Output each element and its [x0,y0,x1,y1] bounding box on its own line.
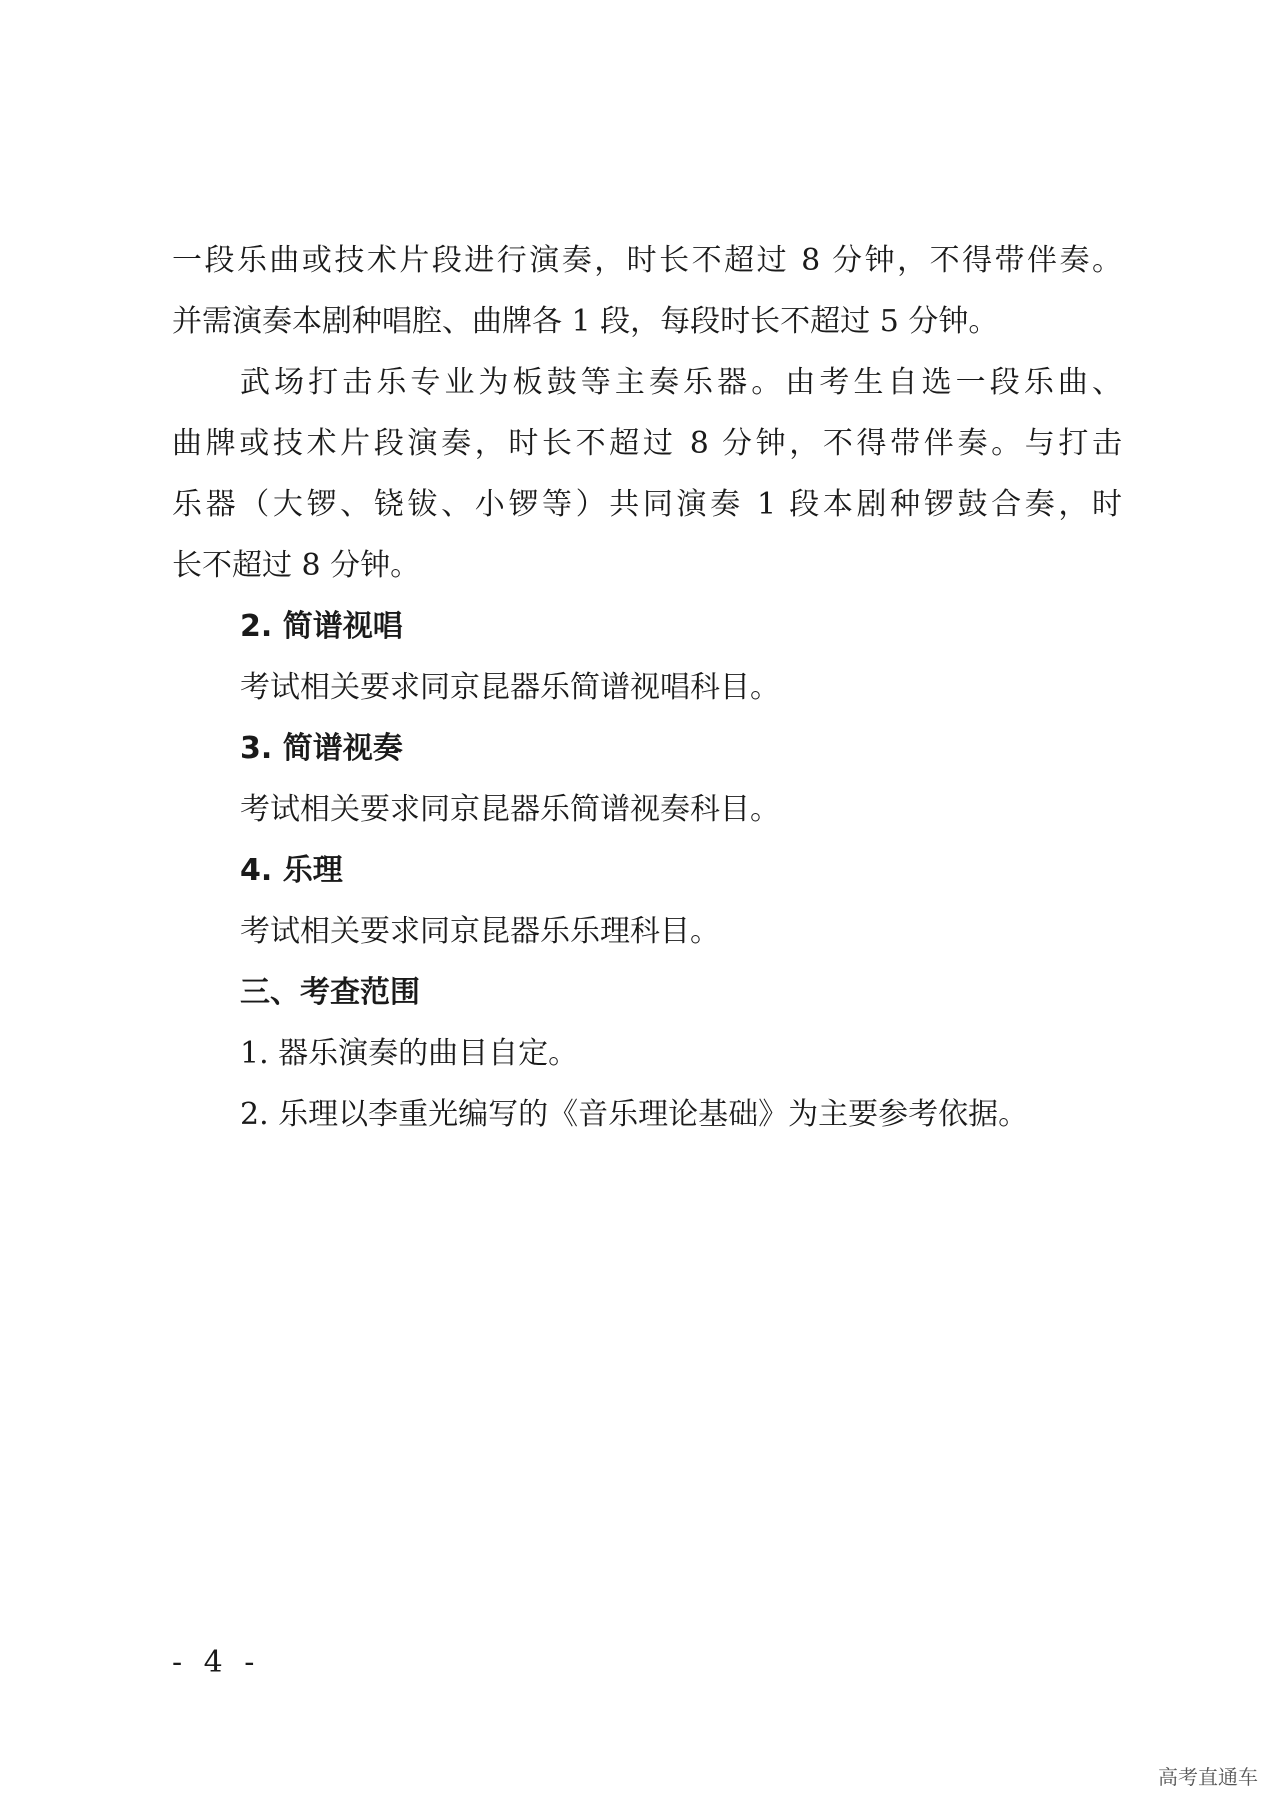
paragraph-line: 乐器（大锣、铙钹、小锣等）共同演奏 1 段本剧种锣鼓合奏，时 [172,487,1122,522]
section-text-music-theory: 考试相关要求同京昆器乐乐理科目。 [240,914,720,949]
page-number: - 4 - [172,1645,261,1680]
scope-item: 1. 器乐演奏的曲目自定。 [240,1036,579,1071]
section-heading-music-theory: 4. 乐理 [240,853,343,888]
scope-heading: 三、考查范围 [240,975,420,1010]
section-text-sight-singing: 考试相关要求同京昆器乐简谱视唱科目。 [240,670,780,705]
document-body [172,230,1122,1145]
paragraph-line: 一段乐曲或技术片段进行演奏，时长不超过 8 分钟，不得带伴奏。 [172,243,1122,278]
paragraph-line: 长不超过 8 分钟。 [172,548,421,583]
paragraph-line: 曲牌或技术片段演奏，时长不超过 8 分钟，不得带伴奏。与打击 [172,426,1122,461]
scope-item: 2. 乐理以李重光编写的《音乐理论基础》为主要参考依据。 [240,1097,1029,1132]
section-text-sight-playing: 考试相关要求同京昆器乐简谱视奏科目。 [240,792,780,827]
paragraph-line: 并需演奏本剧种唱腔、曲牌各 1 段，每段时长不超过 5 分钟。 [172,304,999,339]
watermark: 高考直通车 [1158,1765,1258,1789]
section-heading-sight-singing: 2. 简谱视唱 [240,609,403,644]
paragraph-line: 武场打击乐专业为板鼓等主奏乐器。由考生自选一段乐曲、 [240,365,1122,400]
section-heading-sight-playing: 3. 简谱视奏 [240,731,403,766]
